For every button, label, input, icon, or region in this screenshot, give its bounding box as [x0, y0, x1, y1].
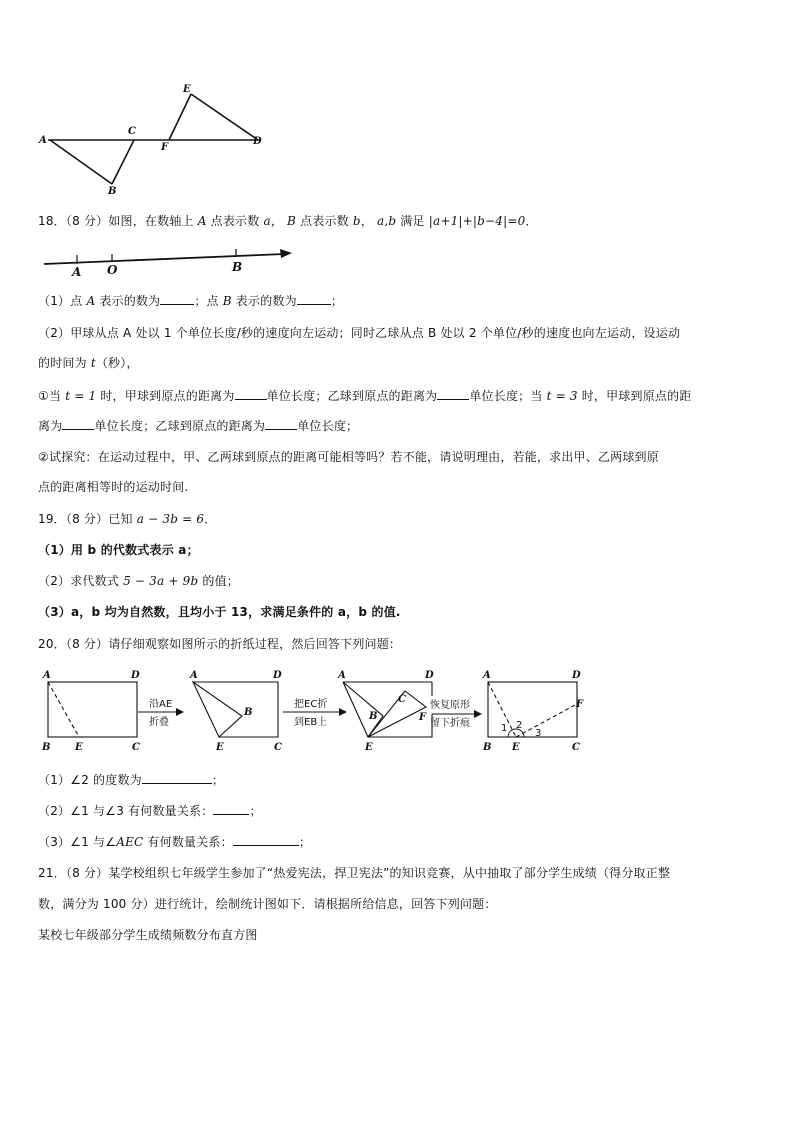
panel1-fold-line: [48, 682, 79, 737]
svg-text:D: D: [131, 670, 140, 681]
q20-folding-figure: [38, 666, 598, 756]
q19-title: 19．（8 分）已知 a − 3b = 6．: [38, 512, 217, 526]
svg-text:E: E: [216, 742, 224, 753]
q19-part2: （2）求代数式 5 − 3a + 9b 的值；: [38, 574, 239, 588]
q21-chart-title: 某校七年级部分学生成绩频数分布直方图: [38, 928, 258, 942]
panel3-triangle-a: [343, 682, 383, 737]
svg-text:B: B: [369, 711, 378, 722]
angle-3-label: 3: [535, 728, 542, 739]
segment-ab: [50, 140, 112, 184]
q18-part1: （1）点 A 表示的数为 ；点 B 表示的数为 ；: [38, 294, 344, 308]
svg-text:A: A: [483, 670, 491, 681]
svg-text:A: A: [190, 670, 198, 681]
svg-text:E: E: [365, 742, 373, 753]
label-b: B: [108, 186, 117, 197]
q18-part2-line2: 的时间为 t（秒），: [38, 356, 139, 370]
svg-text:F: F: [576, 699, 584, 710]
q20-part2: （2）∠1 与∠3 有何数量关系： ；: [38, 804, 262, 818]
label-d: D: [253, 136, 262, 147]
label-f: F: [161, 142, 169, 153]
q19-part1: （1）用 b 的代数式表示 a；: [38, 543, 199, 557]
svg-text:D: D: [425, 670, 434, 681]
numberline-label-o: O: [107, 263, 118, 277]
answer-blank: [235, 387, 267, 400]
label-a: A: [39, 135, 47, 146]
svg-text:C: C: [398, 694, 406, 705]
numberline-label-a: A: [72, 265, 82, 279]
fold-step3-line2: 留下折痕: [430, 718, 470, 729]
q21-line2: 数，满分为 100 分）进行统计，绘制统计图如下．请根据所给信息，回答下列问题：: [38, 897, 497, 911]
answer-blank: [213, 802, 249, 815]
segment-bc: [112, 140, 134, 184]
answer-blank: [297, 292, 331, 305]
label-e: E: [183, 84, 191, 95]
segment-ed: [191, 94, 258, 140]
panel2-folded-triangle: [193, 682, 242, 737]
svg-text:D: D: [273, 670, 282, 681]
svg-text:E: E: [75, 742, 83, 753]
segment-fe: [169, 94, 191, 140]
svg-text:B: B: [42, 742, 51, 753]
angle-1-label: 1: [501, 723, 508, 734]
answer-blank: [233, 833, 299, 846]
svg-text:E: E: [512, 742, 520, 753]
panel4-crease-ef: [516, 704, 577, 737]
q19-part3: （3）a，b 均为自然数，且均小于 13，求满足条件的 a，b 的值.: [38, 605, 401, 619]
q20-part1: （1）∠2 的度数为 ；: [38, 773, 225, 787]
svg-text:A: A: [338, 670, 346, 681]
fold-step1-line2: 折叠: [149, 717, 169, 728]
svg-text:A: A: [43, 670, 51, 681]
q17-figure: [36, 80, 276, 198]
panel1-rect: [48, 682, 137, 737]
q18-case2-line2: 点的距离相等时的运动时间.: [38, 480, 189, 494]
fold-step2-line1: 把EC折: [294, 699, 328, 710]
fold-step2-line2: 到EB上: [294, 717, 328, 728]
q18-part2-line1: （2）甲球从点 A 处以 1 个单位长度/秒的速度向左运动；同时乙球从点 B 处以 2 个单位/秒的速度也向左运动，设运动: [38, 326, 681, 340]
q18-case1-line1: ①当 t = 1 时，甲球到原点的距离为 单位长度；乙球到原点的距离为 单位长度；当 t = 3 时，甲球到原点的距: [38, 389, 692, 403]
answer-blank: [437, 387, 469, 400]
q18-number-line: [40, 240, 310, 280]
answer-blank: [142, 771, 212, 784]
q20-part3: （3）∠1 与∠AEC 有何数量关系： ；: [38, 835, 312, 849]
numberline-label-b: B: [232, 260, 243, 274]
q18-title: 18．（8 分）如图，在数轴上 A 点表示数 a， B 点表示数 b， a,b 满足 |a+1|+|b−4|=0．: [38, 214, 538, 228]
fold-step3-line1: 恢复原形: [430, 700, 470, 711]
q18-case1-line2: 离为 单位长度；乙球到原点的距离为 单位长度；: [38, 419, 359, 433]
label-c: C: [128, 126, 136, 137]
answer-blank: [265, 417, 297, 430]
answer-blank: [62, 417, 94, 430]
fold-step1-line1: 沿AE: [149, 699, 173, 710]
q18-case2-line1: ②试探究：在运动过程中，甲、乙两球到原点的距离可能相等吗？若不能，请说明理由，若能，求出甲、乙两球到原: [38, 450, 659, 464]
svg-text:B: B: [483, 742, 492, 753]
q20-title: 20．（8 分）请仔细观察如图所示的折纸过程，然后回答下列问题：: [38, 637, 402, 651]
answer-blank: [160, 292, 194, 305]
svg-text:B: B: [244, 707, 253, 718]
svg-text:C: C: [132, 742, 140, 753]
svg-text:F: F: [419, 712, 427, 723]
svg-text:D: D: [572, 670, 581, 681]
angle-2-label: 2: [516, 720, 523, 731]
svg-text:C: C: [274, 742, 282, 753]
q21-line1: 21．（8 分）某学校组织七年级学生参加了“热爱宪法，捍卫宪法”的知识竞赛，从中抽取了部分学生成绩（得分取正整: [38, 866, 671, 880]
svg-text:C: C: [572, 742, 580, 753]
